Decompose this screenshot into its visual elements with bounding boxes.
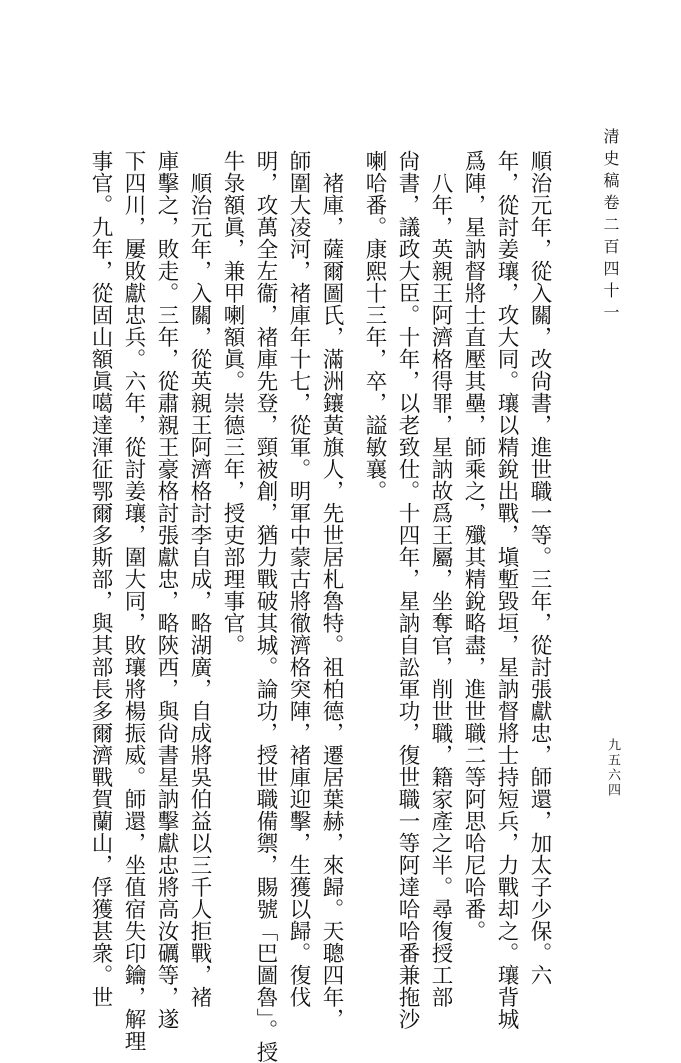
text-column-7: 褚庫，薩爾圖氏，滿洲鑲黃旗人，先世居札魯特。祖柏德，遷居葉赫，來歸。天聰四年， xyxy=(319,172,344,1030)
page-header-title: 清史稿卷二百四十一 xyxy=(601,128,620,326)
page-number: 九五六四 xyxy=(605,738,620,798)
text-column-11: 順治元年，入關，從英親王阿濟格討李自成，略湖廣，自成將吳伯益以三千人拒戰，褚 xyxy=(187,172,212,1008)
text-column-9: 明，攻萬全左衞，褚庫先登，頸被創，猶力戰破其城。論功，授世職備禦，賜號「巴圖魯」。授 xyxy=(253,150,278,1063)
text-column-6: 喇哈番。康熙十三年，卒，謚敏襄。 xyxy=(362,150,387,502)
text-column-10: 牛彔額眞，兼甲喇額眞。崇德三年，授吏部理事官。 xyxy=(220,150,245,656)
text-column-2: 年，從討姜瓖，攻大同。瓖以精銳出戰，塡塹毀垣，星訥督將士持短兵，力戰却之。瓖背城 xyxy=(494,150,519,1030)
text-column-5: 尙書，議政大臣。十年，以老致仕。十四年，星訥自訟軍功，復世職一等阿達哈哈番兼拖沙 xyxy=(395,150,420,1030)
text-column-12: 庫擊之，敗走。三年，從肅親王豪格討張獻忠，略陝西，與尙書星訥擊獻忠將高汝礪等，遂 xyxy=(154,150,179,1030)
text-column-1: 順治元年，從入關，改尙書，進世職一等。三年，從討張獻忠，師還，加太子少保。六 xyxy=(527,150,552,986)
text-column-4: 八年，英親王阿濟格得罪，星訥故爲王屬，坐奪官，削世職，籍家產之半。尋復授工部 xyxy=(428,172,453,1008)
text-column-14: 事官。九年，從固山額眞噶達渾征鄂爾多斯部，與其部長多爾濟戰賀蘭山，俘獲甚衆。世 xyxy=(88,150,113,1008)
text-column-13: 下四川，屢敗獻忠兵。六年，從討姜瓖，圍大同，敗瓖將楊振威。師還，坐值宿失印鑰，解理 xyxy=(121,150,146,1052)
text-column-3: 爲陣，星訥督將士直壓其壘，師乘之，殲其精銳略盡，進世職二等阿思哈尼哈番。 xyxy=(461,150,486,942)
text-column-8: 師圍大凌河，褚庫年十七，從軍。明軍中蒙古將徹濟格突陣，褚庫迎擊，生獲以歸。復伐 xyxy=(286,150,311,1008)
